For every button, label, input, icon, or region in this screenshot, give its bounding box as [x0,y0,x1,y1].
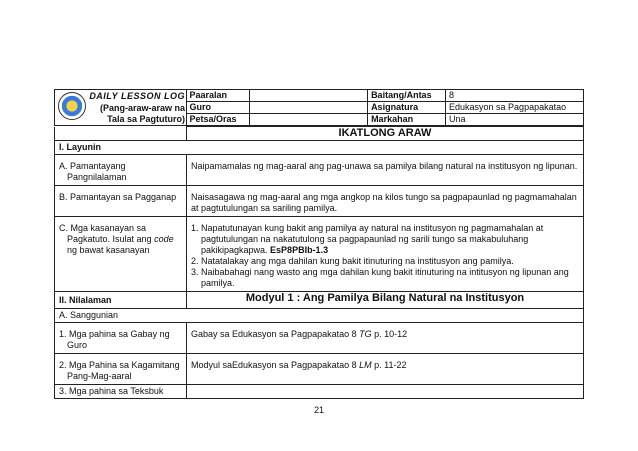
markahan-label: Markahan [368,114,446,126]
a-label-line1: A. Pamantayang [59,161,126,171]
lesson-table [54,126,584,399]
objective-1-line3: pakikipagkapwa. [201,245,271,255]
a-label-line2: Pangnilalaman [67,172,127,182]
r2-label-line1: 2. Mga Pahina sa Kagamitang [59,360,180,370]
r1-value-pages: p. 10-12 [371,329,408,339]
kagamitang-label [55,354,187,385]
r2-label-line2: Pang-Mag-aaral [67,371,132,381]
objective-3-line1: 3. Naibabahagi nang wasto ang mga dahilan kung bakit itinuturing na intitusyon ng lipunan ang [191,267,569,277]
paaralan-value [250,90,368,102]
r1-label-line2: Guro [67,340,88,350]
r1-value-tg: TG [359,329,372,339]
pamantayang-pangnilalaman-label [55,155,187,186]
c-label-line3: ng bawat kasanayan [67,245,150,255]
pamantayang-pangnilalaman-value: Naipamamalas ng mag-aaral ang pag-unawa sa pamilya bilang natural na institusyon ng lipunan. [187,155,584,186]
day-spacer-cell [55,127,187,141]
objective-1-line1: 1. Napatutunayan kung bakit ang pamilya ay natural na institusyon ng pagmamahalan at [191,223,544,233]
r2-value-text: Modyul saEdukasyon sa Pagpapakatao 8 [191,360,360,370]
gabay-guro-label [55,323,187,354]
guro-value [250,102,368,114]
kasanayan-label [55,217,187,292]
header-table [54,89,584,126]
header-title-cell [55,90,187,126]
r1-value-text: Gabay sa Edukasyon sa Pagpapakatao 8 [191,329,360,339]
c-label-line2: Pagkatuto. Isulat ang [67,234,155,244]
c-label-code-word: code [154,234,174,244]
baitang-value: 8 [446,90,584,102]
guro-label: Guro [186,102,250,114]
asignatura-value: Edukasyon sa Pagpapakatao [446,102,584,114]
objective-1-line2: pagtutulungan na nakatutulong sa pagpapaunlad ng sarili tungo sa makabuluhang [201,234,529,244]
deped-seal-icon [58,92,86,120]
b-value-line1: Naisasagawa ng mag-aaral ang mga angkop na kilos tungo sa pagpapaunlad ng pagmamahalan [191,192,577,202]
objective-3-line2: pamilya. [201,278,235,288]
petsa-label: Petsa/Oras [186,114,250,126]
dll-title-line3: Tala sa Pagtuturo) [107,114,185,124]
kasanayan-list [187,217,584,292]
pamantayan-pagganap-value [187,186,584,217]
dll-title-line1: DAILY LESSON LOG [89,91,185,101]
baitang-label: Baitang/Antas [368,90,446,102]
r2-value-pages: p. 11-22 [371,360,407,370]
dll-title [89,91,185,126]
dll-title-line2: (Pang-araw-araw na [99,102,185,113]
r2-value-lm: LM [359,360,372,370]
modyul-title: Modyul 1 : Ang Pamilya Bilang Natural na Institusyon [187,292,584,309]
objective-2: 2. Natatalakay ang mga dahilan kung bakit itinuturing na institusyon ang pamilya. [191,256,514,266]
page-number: 21 [313,405,324,415]
day-title: IKATLONG ARAW [187,127,584,141]
objective-1-code: EsP8PBIb-1.3 [270,245,329,255]
sanggunian-heading: A. Sanggunian [55,309,584,323]
teksbuk-value [187,385,584,399]
pamantayan-pagganap-label: B. Pamantayan sa Pagganap [55,186,187,217]
teksbuk-label: 3. Mga pahina sa Teksbuk [55,385,187,399]
petsa-value [250,114,368,126]
asignatura-label: Asignatura [368,102,446,114]
nilalaman-heading: II. Nilalaman [55,292,187,309]
kagamitang-value [187,354,584,385]
b-value-line2: at pagtutulungan sa sariling pamilya. [191,203,338,213]
gabay-guro-value [187,323,584,354]
r1-label-line1: 1. Mga pahina sa Gabay ng [59,329,170,339]
c-label-line1: C. Mga kasanayan sa [59,223,147,233]
layunin-heading: I. Layunin [55,141,584,155]
markahan-value: Una [446,114,584,126]
paaralan-label: Paaralan [186,90,250,102]
